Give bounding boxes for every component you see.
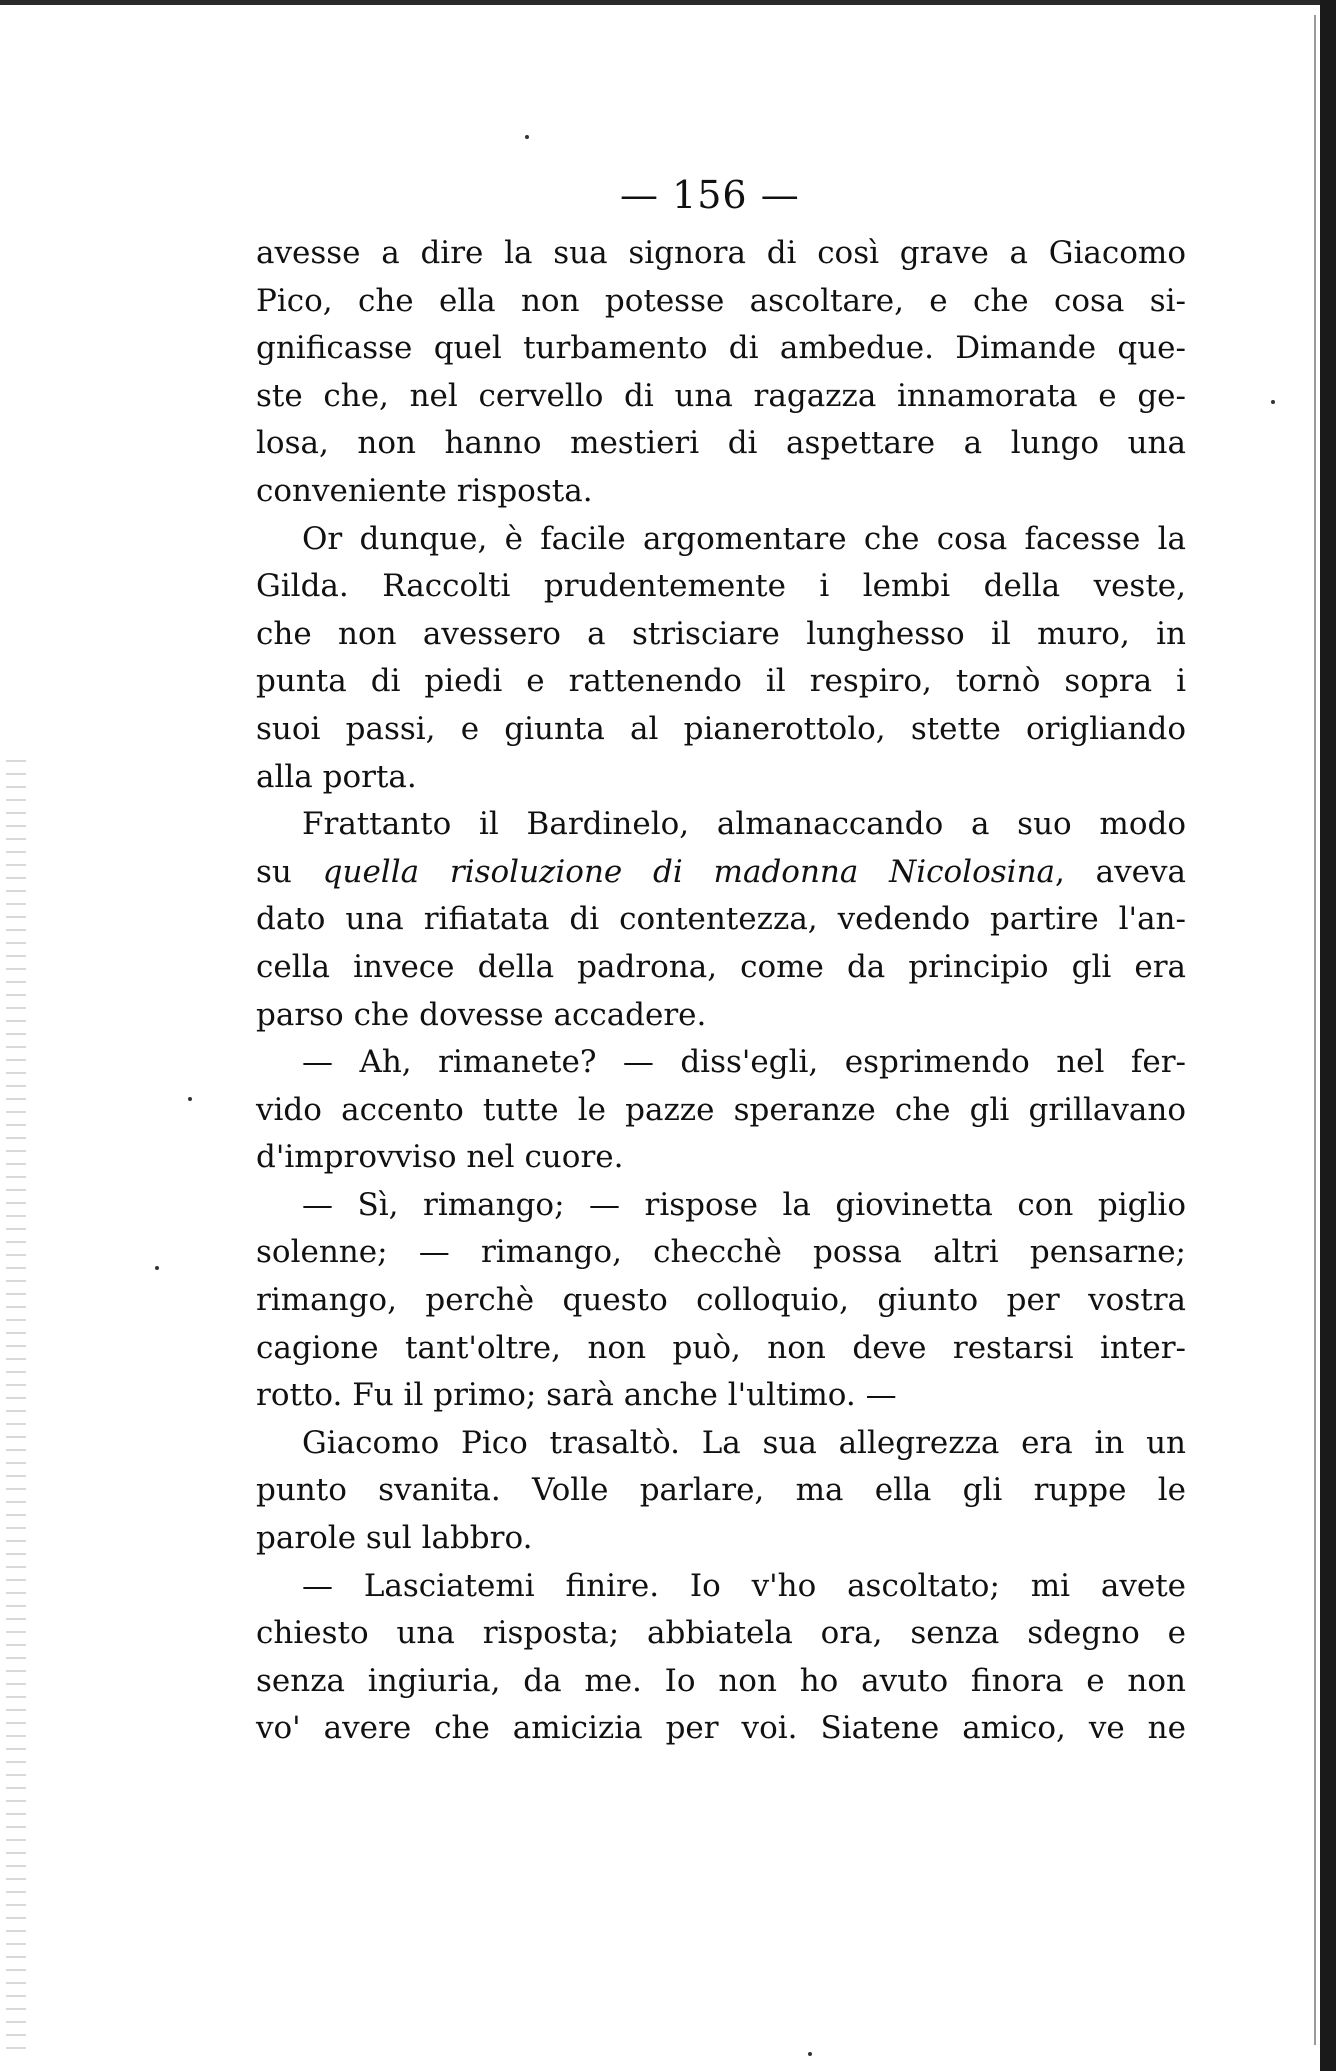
text-line-mixed: [256, 849, 1186, 897]
scan-speck: [808, 2052, 812, 2056]
text-line: punto svanita. Volle parlare, ma ella gli ruppe le: [256, 1472, 1186, 1509]
text-line: alla porta.: [256, 758, 417, 795]
text-run: , aveva: [1055, 853, 1186, 890]
text-line: conveniente risposta.: [256, 472, 593, 509]
text-line: parso che dovesse accadere.: [256, 996, 707, 1033]
text-line: Pico, che ella non potesse ascoltare, e che cosa si-: [256, 282, 1186, 319]
page-number: — 156 —: [620, 173, 800, 217]
italic-run: quella risoluzione di madonna Nicolosina: [322, 853, 1056, 890]
right-edge-line: [1314, 15, 1316, 2045]
text-line: vido accento tutte le pazze speranze che gli grillavano: [256, 1091, 1186, 1128]
text-line: rimango, perchè questo colloquio, giunto per vostra: [256, 1282, 1186, 1319]
text-line: dato una rifiatata di contentezza, vedendo partire l'an-: [256, 901, 1186, 938]
text-line: Or dunque, è facile argomentare che cosa facesse la: [302, 520, 1186, 557]
text-line: senza ingiuria, da me. Io non ho avuto finora e non: [256, 1662, 1186, 1699]
text-line: d'improvviso nel cuore.: [256, 1139, 624, 1176]
text-line: punta di piedi e rattenendo il respiro, tornò sopra i: [256, 663, 1186, 700]
scan-speck: [155, 1266, 159, 1270]
text-line: solenne; — rimango, checchè possa altri pensarne;: [256, 1234, 1186, 1271]
text-line: Giacomo Pico trasaltò. La sua allegrezza era in un: [302, 1424, 1186, 1461]
text-line: — Sì, rimango; — rispose la giovinetta con piglio: [302, 1186, 1186, 1223]
text-line: Frattanto il Bardinelo, almanaccando a suo modo: [302, 806, 1186, 843]
text-line: vo' avere che amicizia per voi. Siatene amico, ve ne: [256, 1710, 1186, 1747]
text-line: chiesto una risposta; abbiatela ora, senza sdegno e: [256, 1615, 1186, 1652]
text-line: — Ah, rimanete? — diss'egli, esprimendo nel fer-: [302, 1044, 1186, 1081]
text-line: parole sul labbro.: [256, 1520, 533, 1557]
text-line: che non avessero a strisciare lunghesso il muro, in: [256, 615, 1186, 652]
scan-speck: [1271, 400, 1275, 404]
text-run: su: [256, 853, 323, 890]
text-line: ste che, nel cervello di una ragazza innamorata e ge-: [256, 377, 1186, 414]
text-line: Gilda. Raccolti prudentemente i lembi della veste,: [256, 568, 1186, 605]
text-line: suoi passi, e giunta al pianerottolo, stette origliando: [256, 710, 1186, 747]
text-line: gnificasse quel turbamento di ambedue. Dimande que-: [256, 330, 1186, 367]
text-line: losa, non hanno mestieri di aspettare a lungo una: [256, 425, 1186, 462]
scan-speck: [525, 135, 529, 139]
body-text: [256, 230, 1186, 1753]
text-line: cagione tant'oltre, non può, non deve restarsi inter-: [256, 1329, 1186, 1366]
text-line: — Lasciatemi finire. Io v'ho ascoltato; mi avete: [302, 1567, 1186, 1604]
top-edge-rule: [0, 0, 1336, 5]
text-line: rotto. Fu il primo; sarà anche l'ultimo. —: [256, 1377, 897, 1414]
text-line: cella invece della padrona, come da principio gli era: [256, 948, 1186, 985]
right-edge-binding: [1320, 0, 1336, 2071]
scan-speck: [188, 1097, 192, 1101]
text-line: avesse a dire la sua signora di così grave a Giacomo: [256, 235, 1186, 271]
left-edge-scan-noise: [6, 760, 26, 2060]
